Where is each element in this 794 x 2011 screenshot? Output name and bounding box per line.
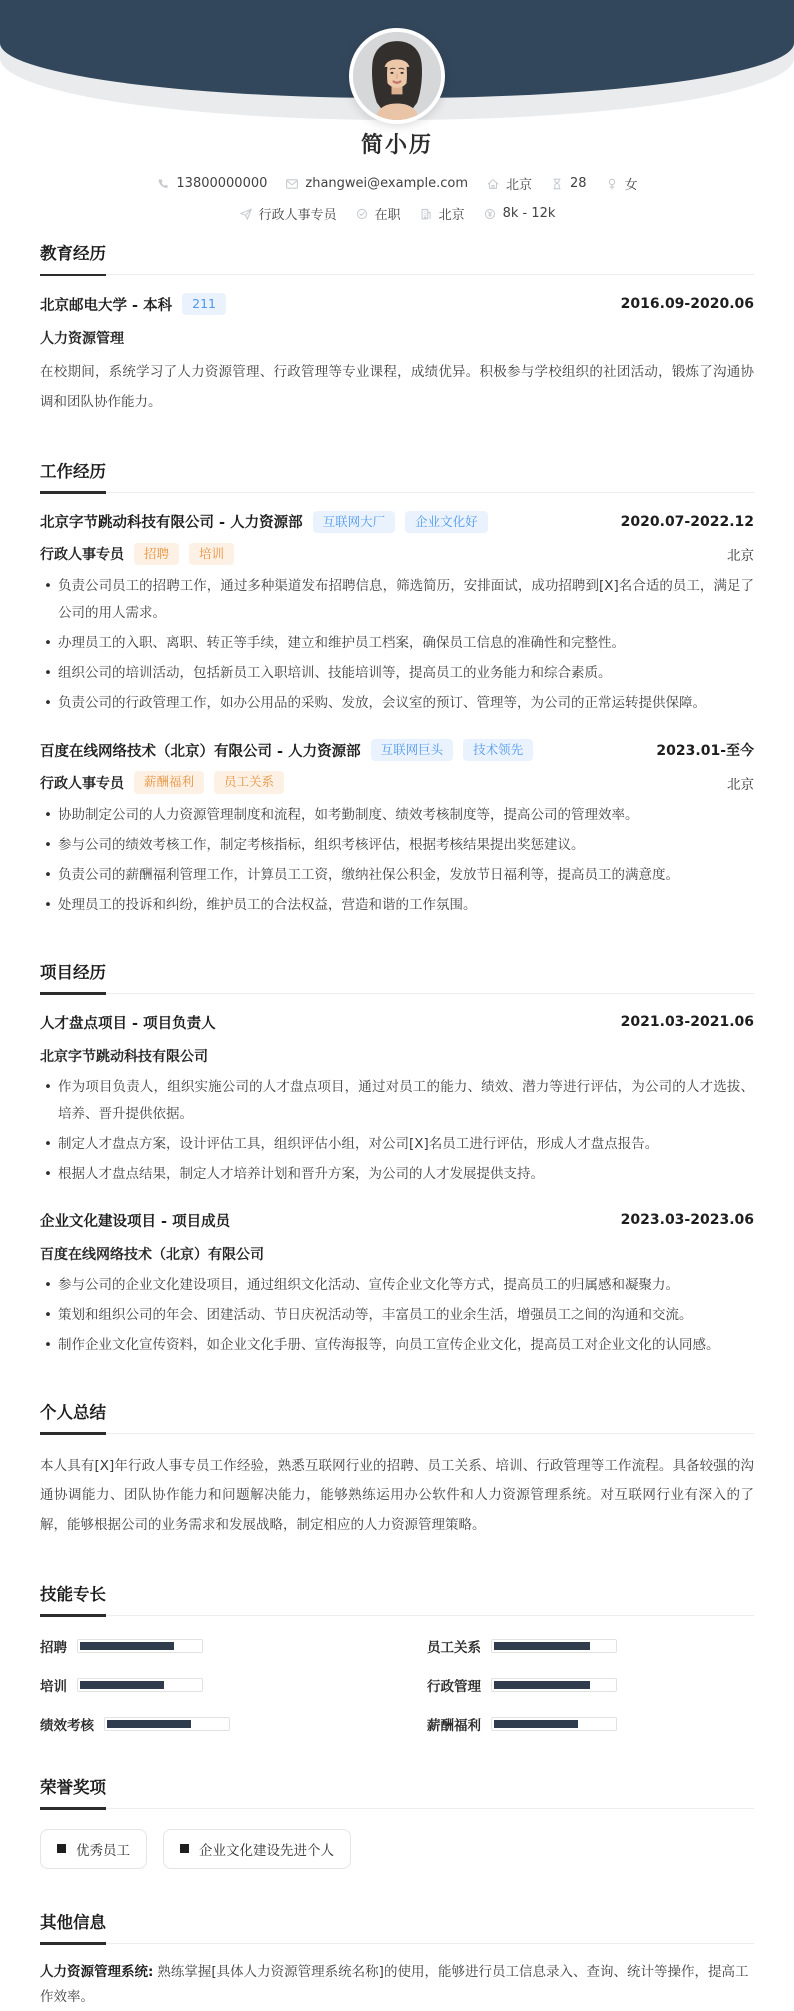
company-tag: 互联网巨头 (371, 739, 454, 761)
company-tag: 企业文化好 (405, 511, 488, 533)
contact-home-city (486, 174, 532, 193)
contact-work-city (419, 204, 465, 223)
project-bullet: • 策划和组织公司的年会、团建活动、节日庆祝活动等，丰富员工的业余生活，增强员工之间的沟通和交流。 (40, 1302, 754, 1329)
company-name: 北京字节跳动科技有限公司 - 人力资源部 (40, 515, 303, 532)
square-bullet-icon (57, 1844, 66, 1853)
work-entry (40, 511, 754, 718)
gender-icon (605, 177, 619, 191)
home-icon (486, 177, 500, 191)
honor-chip (163, 1829, 351, 1869)
section-heading (40, 1774, 754, 1809)
gender-text: 女 (624, 178, 638, 193)
contact-email (285, 176, 468, 191)
skill-label: 行政管理 (427, 1678, 481, 1695)
skill-item (427, 1675, 754, 1695)
candidate-name: 简小历 (360, 133, 433, 158)
section-heading (40, 458, 754, 493)
section-title: 技能专长 (40, 1581, 106, 1605)
square-bullet-icon (180, 1844, 189, 1853)
honor-chip-list (40, 1829, 754, 1869)
education-entry-header (40, 293, 754, 315)
skill-bar (77, 1639, 203, 1653)
skill-item (40, 1675, 367, 1695)
honor-chip (40, 1829, 147, 1869)
mail-icon (285, 177, 299, 191)
work-bullet: • 协助制定公司的人力资源管理制度和流程，如考勤制度、绩效考核制度等，提高公司的管理效率。 (40, 802, 754, 829)
school-name: 北京邮电大学 - 本科 (40, 297, 173, 314)
project-bullet: • 制作企业文化宣传资料，如企业文化手册、宣传海报等，向员工宣传企业文化，提高员工对企业文化的认同感。 (40, 1332, 754, 1359)
role-tag: 培训 (189, 543, 234, 565)
work-entry-subheader (40, 771, 754, 793)
skill-bar-fill (107, 1720, 191, 1728)
project-entry-header (40, 1210, 754, 1231)
skill-label: 招聘 (40, 1639, 67, 1656)
school-badge-211: 211 (182, 293, 226, 315)
skill-item (427, 1636, 754, 1656)
summary-text: 本人具有[X]年行政人事专员工作经验，熟悉互联网行业的招聘、员工关系、培训、行政管理等工作流程。具备较强的沟通协调能力、团队协作能力和问题解决能力，能够熟练运用办公软件和人力资源管理系统。对互联网行业有深入的了解，能够根据公司的业务需求和发展战略，制定相应的人力资源管理策略。 (40, 1457, 754, 1533)
role-tag: 招聘 (134, 543, 179, 565)
work-date: 2023.01-至今 (656, 743, 754, 760)
education-date: 2016.09-2020.06 (620, 296, 754, 313)
skill-label: 薪酬福利 (427, 1717, 481, 1734)
section-skills (0, 1581, 794, 1734)
skill-label: 绩效考核 (40, 1717, 94, 1734)
project-company: 百度在线网络技术（北京）有限公司 (40, 1246, 264, 1263)
project-bullet: • 根据人才盘点结果，制定人才培养计划和晋升方案，为公司的人才发展提供支持。 (40, 1161, 754, 1188)
contact-gender (605, 174, 638, 193)
section-honors (0, 1774, 794, 1869)
skill-item (427, 1714, 754, 1734)
job-intention-icon (239, 207, 253, 221)
work-location: 北京 (727, 776, 754, 793)
skill-bar (491, 1639, 617, 1653)
work-bullet: • 负责公司员工的招聘工作，通过多种渠道发布招聘信息，筛选简历，安排面试，成功招聘到[X]名合适的员工，满足了公司的用人需求。 (40, 573, 754, 627)
project-company: 北京字节跳动科技有限公司 (40, 1048, 208, 1065)
skill-bar-fill (494, 1681, 590, 1689)
skill-bar-fill (80, 1642, 174, 1650)
skill-bar-fill (80, 1681, 164, 1689)
phone-text: 13800000000 (176, 176, 268, 191)
section-title: 工作经历 (40, 458, 106, 482)
header (0, 0, 794, 223)
project-bullet: • 作为项目负责人，组织实施公司的人才盘点项目，通过对员工的能力、绩效、潜力等进行评估，为公司的人才选拔、培养、晋升提供依据。 (40, 1074, 754, 1128)
contact-salary (483, 206, 556, 221)
city-icon (419, 207, 433, 221)
section-heading (40, 240, 754, 275)
skill-item (40, 1636, 367, 1656)
age-icon (550, 177, 564, 191)
work-date: 2020.07-2022.12 (620, 513, 754, 530)
company-tag: 互联网大厂 (313, 511, 396, 533)
project-entry (40, 1012, 754, 1188)
work-bullet: • 办理员工的入职、离职、转正等手续，建立和维护员工档案，确保员工信息的准确性和完整性。 (40, 630, 754, 657)
role-tag: 薪酬福利 (134, 771, 204, 793)
skill-bar (491, 1717, 617, 1731)
project-entry-header (40, 1012, 754, 1033)
phone-icon (156, 177, 170, 191)
section-other (0, 1909, 794, 2011)
honor-label: 企业文化建设先进个人 (199, 1842, 334, 1859)
section-title: 个人总结 (40, 1399, 106, 1423)
project-bullet-list (40, 1074, 754, 1188)
section-heading (40, 1909, 754, 1944)
skills-grid (40, 1636, 754, 1734)
skill-item (40, 1714, 367, 1734)
work-bullet: • 组织公司的培训活动，包括新员工入职培训、技能培训等，提高员工的业务能力和综合素质。 (40, 660, 754, 687)
skill-bar (104, 1717, 230, 1731)
contact-phone (156, 176, 267, 191)
status-text: 在职 (374, 208, 401, 223)
project-bullet: • 制定人才盘点方案，设计评估工具，组织评估小组，对公司[X]名员工进行评估，形成人才盘点报告。 (40, 1131, 754, 1158)
contact-job-intention (239, 204, 337, 223)
skill-bar-fill (494, 1720, 578, 1728)
project-date: 2023.03-2023.06 (620, 1212, 754, 1229)
work-city-text: 北京 (438, 208, 465, 223)
skill-bar (77, 1678, 203, 1692)
skill-bar-fill (494, 1642, 590, 1650)
section-heading (40, 1581, 754, 1616)
contact-status (355, 204, 401, 223)
section-title: 项目经历 (40, 959, 106, 983)
contact-row-1 (0, 174, 794, 193)
company-tag: 技术领先 (463, 739, 533, 761)
job-intention-text: 行政人事专员 (258, 208, 337, 223)
honor-label: 优秀员工 (76, 1842, 130, 1859)
section-title: 教育经历 (40, 240, 106, 264)
role-tag: 员工关系 (214, 771, 284, 793)
role-title: 行政人事专员 (40, 775, 124, 792)
section-title: 荣誉奖项 (40, 1774, 106, 1798)
salary-icon (483, 207, 497, 221)
education-entry (40, 293, 754, 418)
work-bullet-list (40, 802, 754, 919)
work-bullet: • 处理员工的投诉和纠纷，维护员工的合法权益，营造和谐的工作氛围。 (40, 892, 754, 919)
skill-label: 培训 (40, 1678, 67, 1695)
salary-text: 8k - 12k (502, 206, 556, 221)
section-projects (0, 959, 794, 1359)
work-bullet-list (40, 573, 754, 717)
major-name: 人力资源管理 (40, 331, 124, 348)
work-bullet: • 参与公司的绩效考核工作，制定考核指标，组织考核评估，根据考核结果提出奖惩建议。 (40, 832, 754, 859)
role-title: 行政人事专员 (40, 547, 124, 563)
work-bullet: • 负责公司的薪酬福利管理工作，计算员工工资，缴纳社保公积金，发放节日福利等，提高员工的满意度。 (40, 862, 754, 889)
email-text: zhangwei@example.com (305, 176, 469, 191)
section-heading (40, 959, 754, 994)
age-text: 28 (570, 176, 587, 191)
work-entry-header (40, 739, 754, 761)
project-date: 2021.03-2021.06 (620, 1014, 754, 1031)
section-work (0, 458, 794, 919)
company-name: 百度在线网络技术（北京）有限公司 - 人力资源部 (40, 743, 361, 760)
work-bullet: • 负责公司的行政管理工作，如办公用品的采购、发放，会议室的预订、管理等，为公司的正常运转提供保障。 (40, 690, 754, 717)
project-bullet: • 参与公司的企业文化建设项目，通过组织文化活动、宣传企业文化等方式，提高员工的归属感和凝聚力。 (40, 1272, 754, 1299)
status-icon (355, 207, 369, 221)
other-info-paragraph (40, 1960, 754, 2011)
skill-bar (491, 1678, 617, 1692)
section-heading (40, 1399, 754, 1434)
section-summary (0, 1399, 794, 1541)
contact-age (550, 176, 587, 191)
skill-label: 员工关系 (427, 1639, 481, 1656)
work-entry-header (40, 511, 754, 533)
other-info-text: 熟练掌握[具体人力资源管理系统名称]的使用，能够进行员工信息录入、查询、统计等操作，提高工作效率。 (40, 1963, 749, 2006)
contact-row-2 (0, 204, 794, 223)
other-info-label: 人力资源管理系统: (40, 1963, 154, 1980)
work-entry-subheader (40, 543, 754, 565)
work-location: 北京 (727, 548, 754, 564)
project-name: 企业文化建设项目 - 项目成员 (40, 1213, 231, 1230)
home-city-text: 北京 (506, 178, 533, 193)
section-education (0, 240, 794, 418)
education-description: 在校期间，系统学习了人力资源管理、行政管理等专业课程，成绩优异。积极参与学校组织的社团活动，锻炼了沟通协调和团队协作能力。 (40, 364, 754, 410)
project-bullet-list (40, 1272, 754, 1359)
project-name: 人才盘点项目 - 项目负责人 (40, 1015, 216, 1032)
project-entry (40, 1210, 754, 1359)
work-entry (40, 739, 754, 919)
section-title: 其他信息 (40, 1909, 106, 1933)
